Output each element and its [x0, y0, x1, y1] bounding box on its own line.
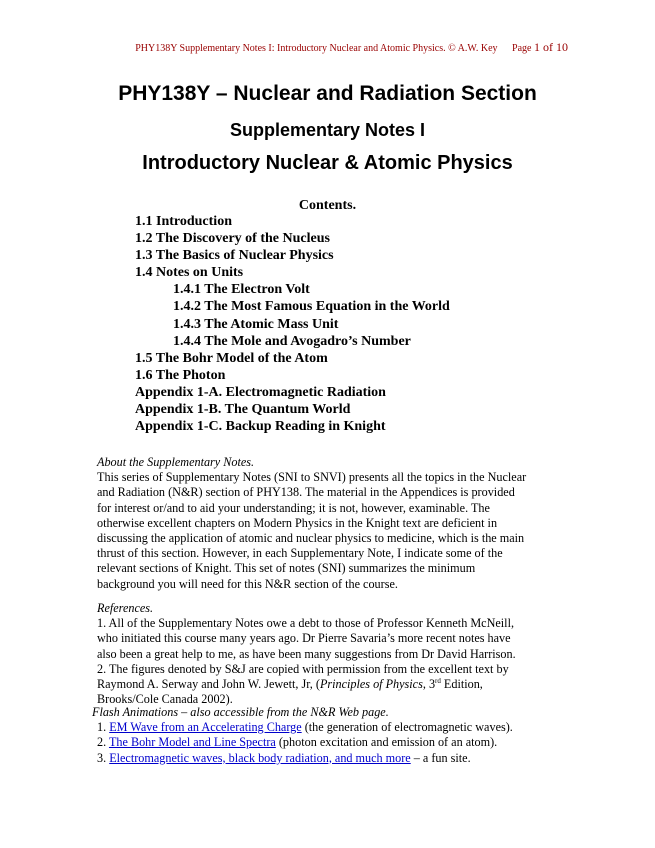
toc-item: 1.4 Notes on Units: [135, 265, 244, 281]
toc-item: Appendix 1-B. The Quantum World: [135, 402, 351, 418]
toc-item: Appendix 1-C. Backup Reading in Knight: [135, 419, 386, 435]
flash-item: 3. Electromagnetic waves, black body radiation, and much more – a fun site.: [97, 750, 471, 765]
about-line: for interest or/and to aid your understanding; it is not, however, examinable. The: [97, 500, 490, 515]
about-line: background you will need for this N&R section of the course.: [97, 576, 398, 591]
toc-subitem: 1.4.1 The Electron Volt: [173, 282, 310, 298]
about-line: relevant sections of Knight. This set of notes (SNI) summarizes the minimum: [97, 561, 476, 576]
toc-item: 1.2 The Discovery of the Nucleus: [135, 231, 330, 247]
reference-line: Brooks/Cole Canada 2002).: [97, 692, 233, 707]
table-of-contents: [135, 213, 450, 435]
ordinal-superscript: rd: [435, 676, 441, 685]
toc-subitem: 1.4.3 The Atomic Mass Unit: [173, 316, 339, 332]
about-line: discussing the application of atomic and nuclear physics to medicine, which is the main: [97, 531, 525, 546]
flash-heading: Flash Animations – also accessible from the N&R Web page.: [92, 705, 389, 719]
book-title: Principles of Physics: [319, 677, 423, 692]
running-title: PHY138Y Supplementary Notes I: Introductory Nuclear and Atomic Physics. © A.W. Key: [135, 43, 498, 54]
about-heading: About the Supplementary Notes.: [97, 455, 255, 469]
reference-line: 1. All of the Supplementary Notes owe a debt to those of Professor Kenneth McNeill,: [97, 616, 514, 631]
flash-item: 1. EM Wave from an Accelerating Charge (the generation of electromagnetic waves).: [97, 720, 513, 735]
toc-item: 1.6 The Photon: [135, 367, 226, 383]
page-label: Page: [512, 43, 532, 54]
about-line: thrust of this section. However, in each Supplementary Note, I indicate some of the: [97, 546, 503, 561]
running-header: [0, 40, 568, 55]
em-wave-link[interactable]: EM Wave from an Accelerating Charge: [109, 720, 302, 735]
toc-item: Appendix 1-A. Electromagnetic Radiation: [135, 384, 386, 400]
flash-animations-section: [92, 705, 562, 766]
contents-heading: Contents.: [298, 198, 357, 213]
page-number: 1 of 10: [534, 40, 568, 54]
toc-subitem: 1.4.4 The Mole and Avogadro’s Number: [173, 333, 411, 349]
toc-item: 1.3 The Basics of Nuclear Physics: [135, 248, 334, 264]
reference-line: also been a great help to me, as have been many suggestions from Dr David Harrison.: [97, 646, 516, 661]
references-heading: References.: [97, 601, 154, 615]
main-title: PHY138Y – Nuclear and Radiation Section: [118, 82, 537, 105]
reference-line: 2. The figures denoted by S&J are copied with permission from the excellent text by: [97, 661, 509, 676]
em-waves-site-link[interactable]: Electromagnetic waves, black body radiation, and much more: [109, 750, 411, 765]
about-line: otherwise excellent chapters on Modern Physics in the Knight text are deficient in: [97, 515, 498, 530]
reference-line: who initiated this course many years ago. Dr Pierre Savaria’s more recent notes have: [97, 631, 511, 646]
toc-item: 1.1 Introduction: [135, 214, 232, 229]
bohr-model-link[interactable]: The Bohr Model and Line Spectra: [108, 735, 276, 750]
reference-line: Raymond A. Serway and John W. Jewett, Jr, (Principles of Physics, 3rd Edition,: [97, 676, 483, 692]
toc-subitem: 1.4.2 The Most Famous Equation in the World: [173, 299, 450, 315]
toc-item: 1.5 The Bohr Model of the Atom: [135, 350, 328, 366]
about-line: and Radiation (N&R) section of PHY138. The material in the Appendices is provided: [97, 485, 515, 500]
about-section: [97, 455, 567, 592]
about-line: This series of Supplementary Notes (SNI to SNVI) presents all the topics in the Nuclear: [97, 470, 527, 485]
references-section: [97, 601, 567, 707]
subtitle: Supplementary Notes I: [229, 120, 426, 140]
topic-title: Introductory Nuclear & Atomic Physics: [142, 152, 513, 174]
flash-item: 2. The Bohr Model and Line Spectra (photon excitation and emission of an atom).: [97, 735, 498, 750]
